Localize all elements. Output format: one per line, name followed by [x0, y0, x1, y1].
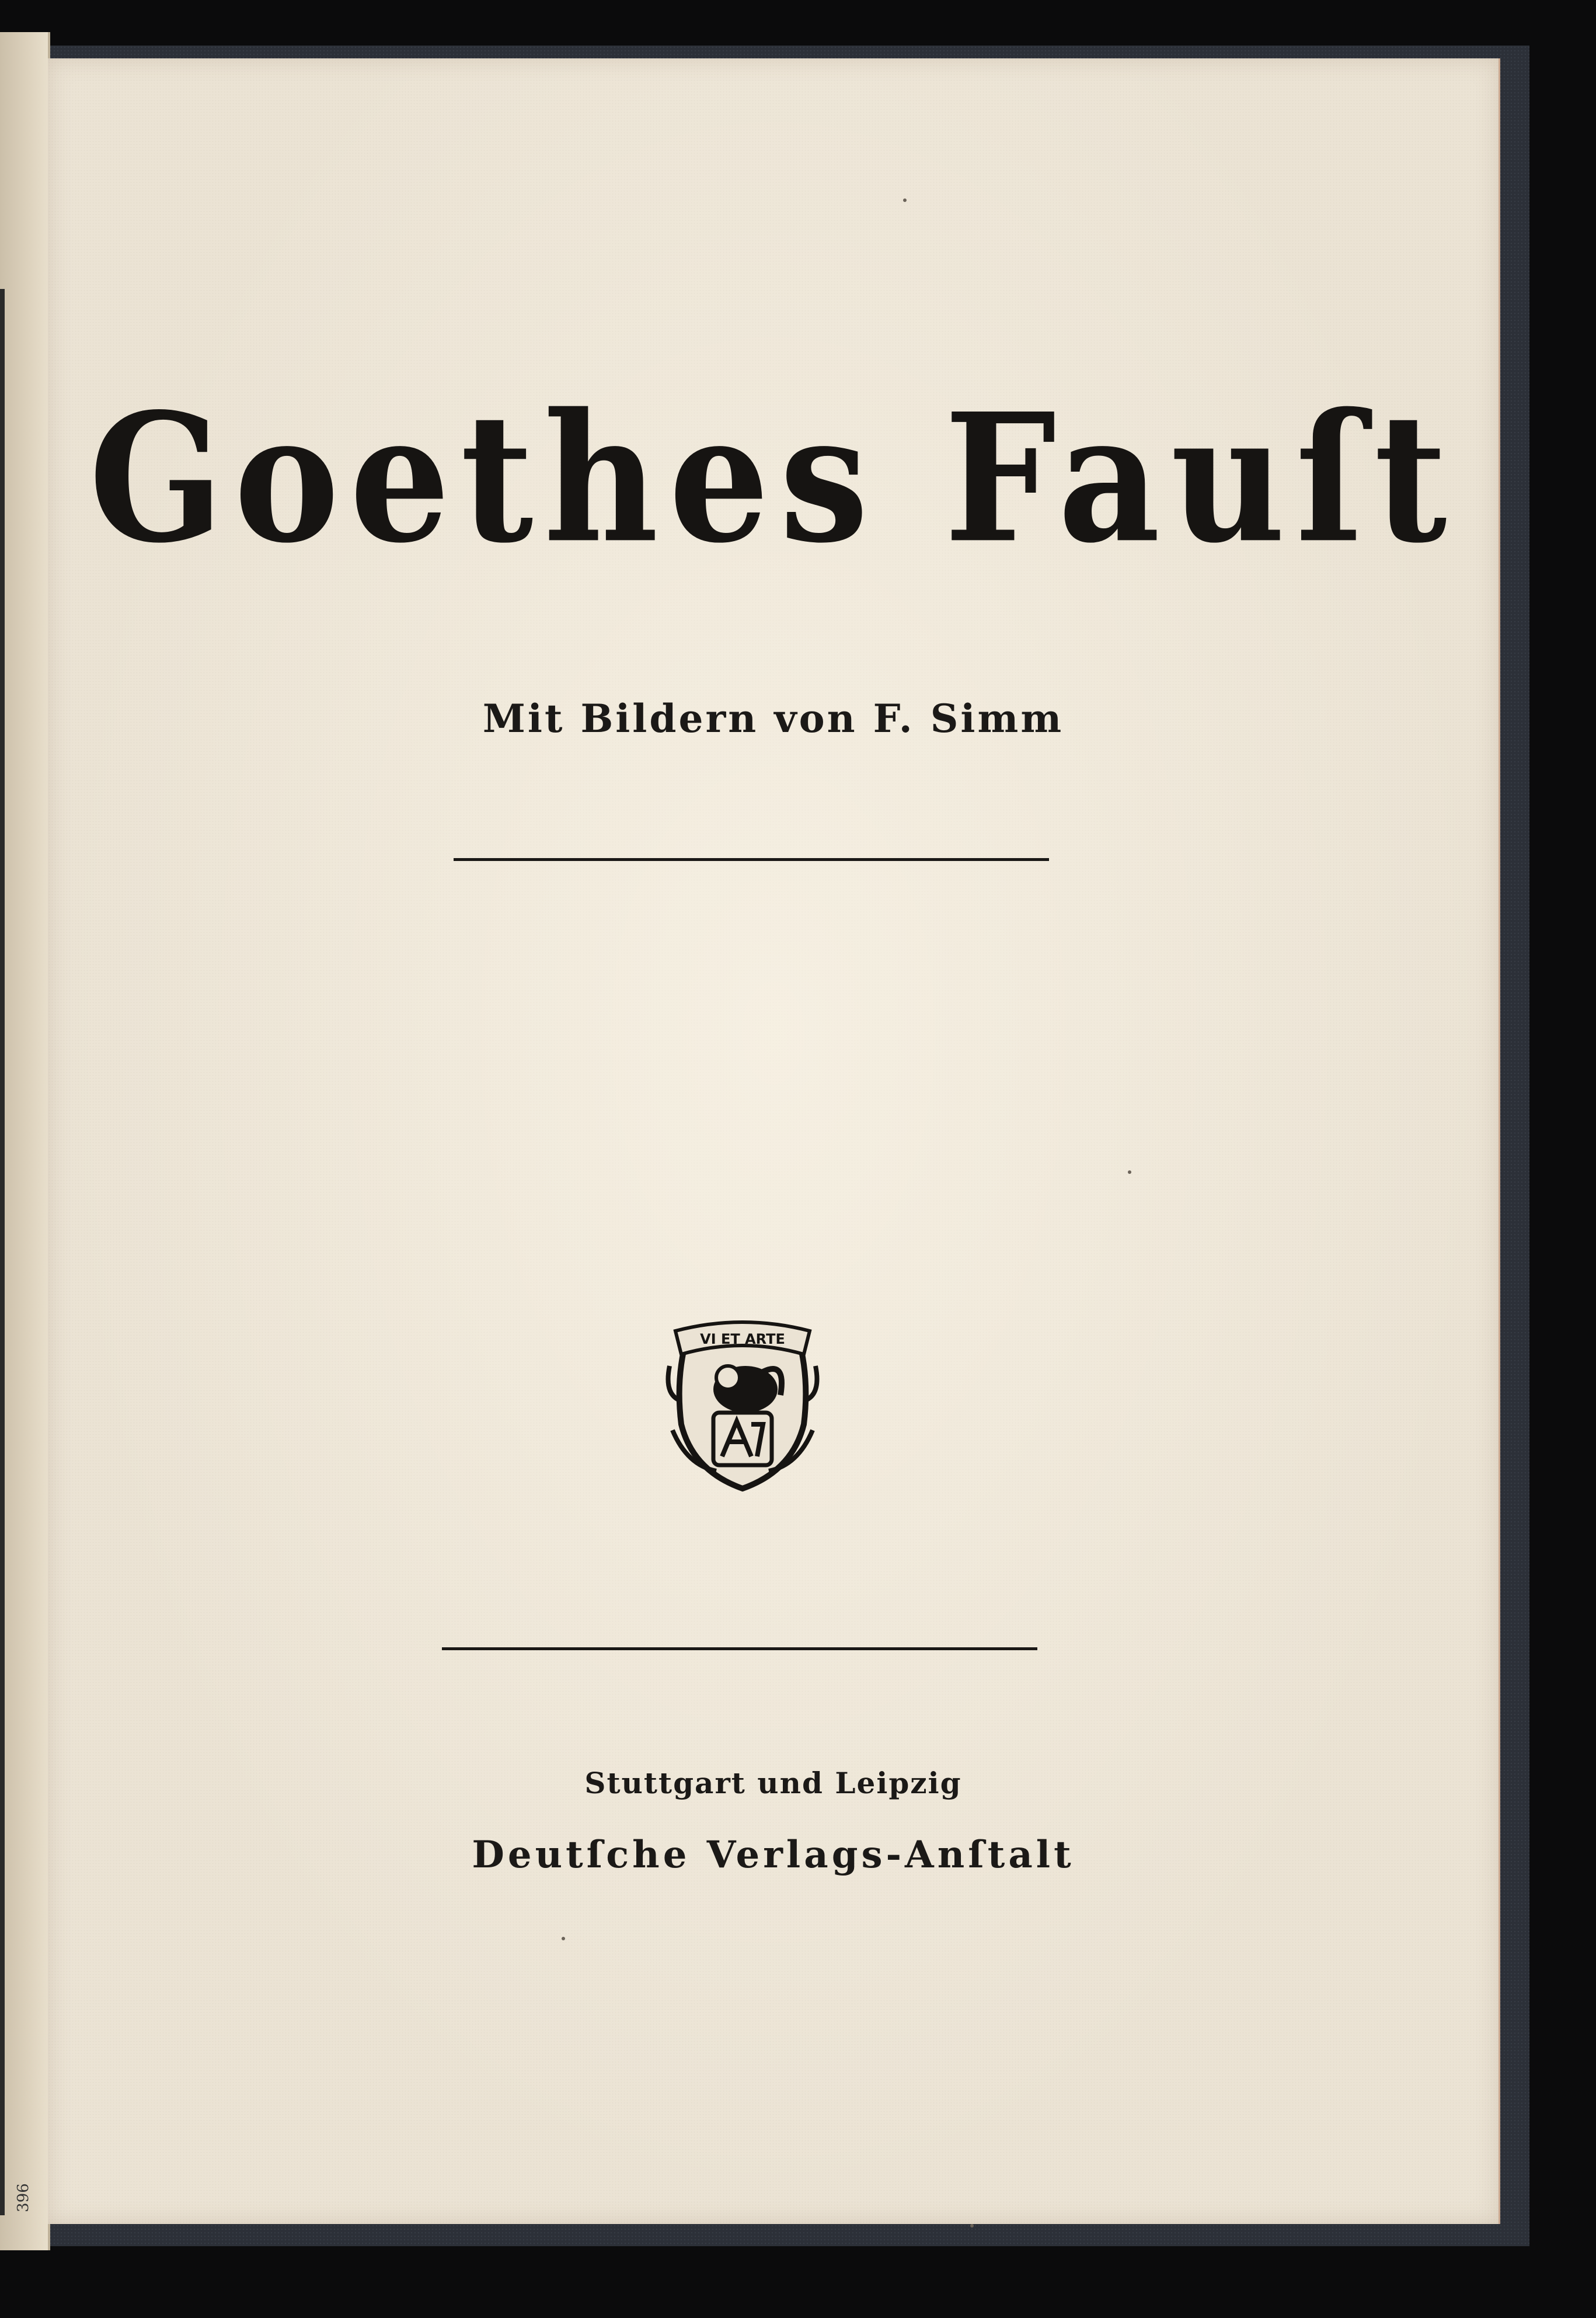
gutter-shadow — [0, 289, 5, 2215]
divider-rule-top — [454, 858, 1049, 861]
book-title: Goethes Fauſt — [89, 374, 1458, 583]
publisher-emblem — [664, 1313, 821, 1494]
paper-speck — [1128, 1170, 1131, 1174]
title-page — [48, 58, 1500, 2224]
emblem-motto: VI ET ARTE — [700, 1331, 785, 1347]
illustrator-line: Mit Bildern von F. Simm — [482, 696, 1064, 741]
divider-rule-bottom — [442, 1647, 1037, 1650]
paper-speck — [903, 198, 907, 202]
publisher-name: Deutſche Verlags-Anſtalt — [472, 1833, 1075, 1877]
left-page-edge — [0, 32, 50, 2250]
edge-shelfmark: 396 — [15, 2183, 32, 2212]
paper-speck — [970, 2224, 974, 2228]
imprint-city: Stuttgart und Leipzig — [584, 1766, 962, 1800]
paper-speck — [562, 1937, 565, 1940]
